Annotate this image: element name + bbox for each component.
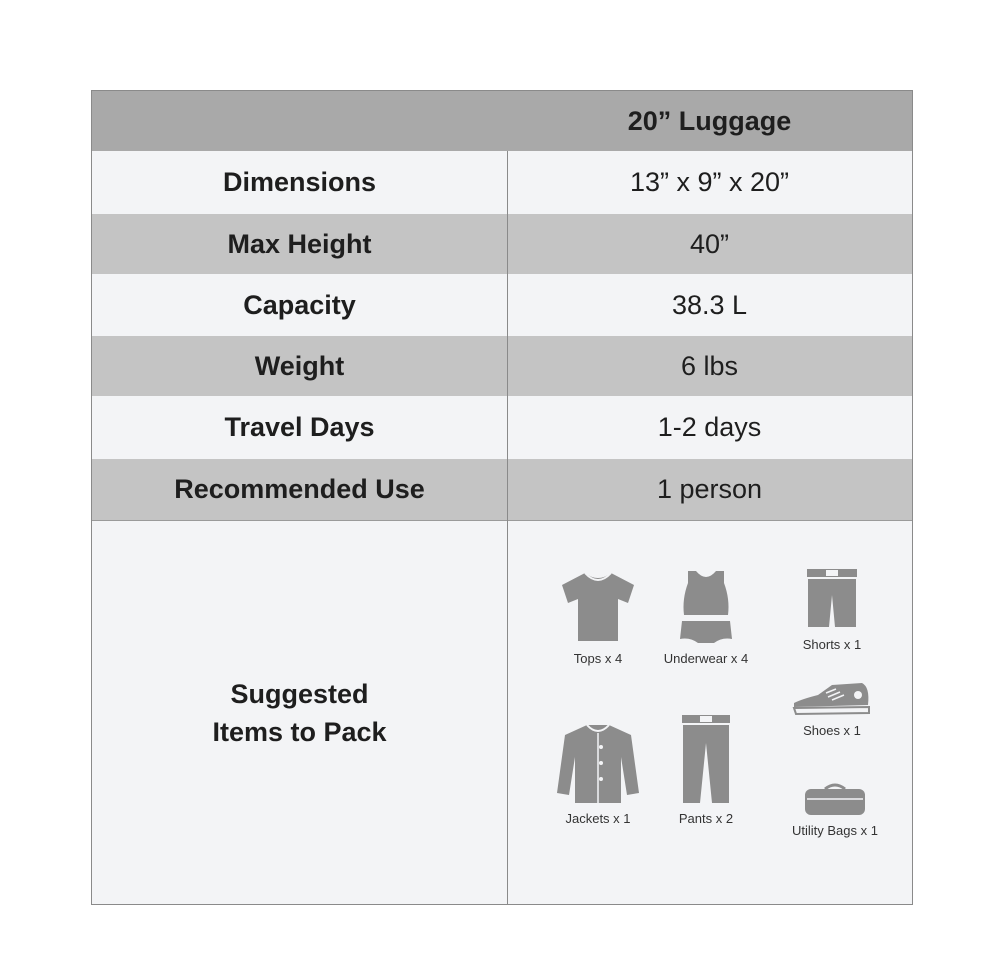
row-label: Capacity [243, 289, 356, 320]
row-value: 6 lbs [680, 350, 739, 381]
row-value: 13” x 9” x 20” [629, 167, 790, 197]
row-label: Max Height [227, 228, 372, 259]
packing-items-grid [508, 521, 912, 905]
item-label: Utility Bags x 1 [792, 823, 878, 838]
item-label: Pants x 2 [678, 811, 734, 826]
item-label: Jackets x 1 [565, 811, 631, 826]
row-label: Weight [254, 350, 345, 381]
table-row [92, 459, 912, 520]
pants-icon [678, 713, 734, 805]
table-row [92, 397, 912, 458]
underwear-icon [676, 569, 736, 645]
header-empty-cell [92, 91, 507, 151]
row-value: 1-2 days [657, 412, 762, 442]
header-luggage-size: 20” Luggage [627, 105, 792, 136]
item-jacket [536, 723, 660, 826]
row-label: Travel Days [224, 412, 375, 442]
item-shoes [765, 681, 899, 738]
item-label: Underwear x 4 [663, 651, 749, 666]
row-value: 1 person [656, 474, 763, 504]
bag-icon [803, 783, 867, 817]
row-value: 40” [689, 228, 730, 259]
table-row [92, 275, 912, 335]
shoe-icon [792, 681, 872, 717]
item-tops [538, 569, 658, 666]
item-label: Shorts x 1 [802, 637, 862, 652]
row-value: 38.3 L [671, 289, 748, 320]
suggested-line-2: Items to Pack [212, 717, 387, 747]
table-row [92, 152, 912, 213]
suggested-line-1: Suggested [230, 679, 369, 709]
item-label: Tops x 4 [573, 651, 623, 666]
table-row [92, 336, 912, 396]
table-row [92, 214, 912, 274]
suggested-items-heading [92, 521, 507, 905]
jacket-icon [555, 723, 641, 805]
item-shorts [772, 567, 892, 652]
table-header-row [92, 91, 912, 151]
tshirt-icon [558, 569, 638, 645]
item-pants [648, 713, 764, 826]
item-utility-bag [770, 783, 900, 838]
item-label: Shoes x 1 [803, 723, 861, 738]
shorts-icon [804, 567, 860, 631]
item-underwear [646, 569, 766, 666]
row-label: Dimensions [222, 167, 377, 197]
luggage-spec-table [91, 90, 913, 905]
row-label: Recommended Use [174, 474, 425, 504]
